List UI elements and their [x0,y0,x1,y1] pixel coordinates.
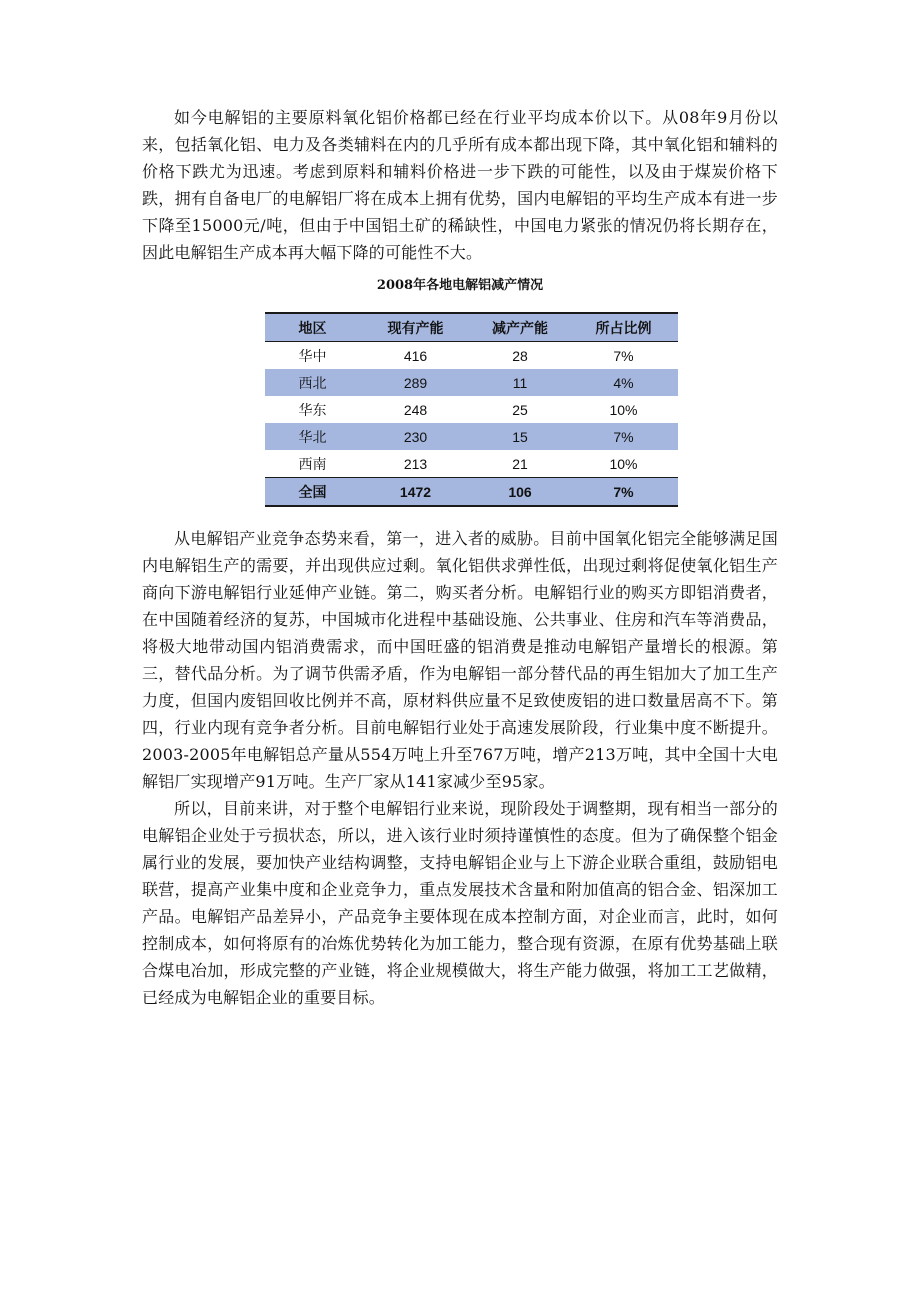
data-table [265,312,678,507]
cell-reduced-capacity: 28 [512,347,528,364]
cell-reduced-capacity: 11 [512,374,528,391]
document-page [142,104,778,1011]
table-header-row [265,313,678,342]
production-cut-table [265,312,678,507]
table-title: 2008年各地电解铝减产情况 [376,278,544,293]
table-row [265,450,678,478]
cell-region: 华东 [298,401,327,418]
cell-reduced-capacity: 25 [512,401,528,418]
cell-ratio: 10% [609,401,638,418]
cell-reduced-capacity: 15 [512,428,528,445]
cell-ratio: 7% [613,347,634,364]
cell-ratio: 4% [613,374,634,391]
cell-current-capacity: 289 [403,374,428,391]
cell-current-capacity: 416 [403,347,428,364]
body-text [142,525,778,1011]
cell-ratio: 7% [613,483,634,500]
cell-region: 西北 [298,374,327,391]
cell-ratio: 10% [609,455,638,472]
cell-region: 西南 [298,455,327,472]
cell-current-capacity: 230 [403,428,428,445]
cell-current-capacity: 248 [403,401,428,418]
table-row [265,423,678,450]
header-region: 地区 [298,319,327,336]
cell-reduced-capacity: 106 [508,483,532,500]
cell-reduced-capacity: 21 [512,455,528,472]
table-row [265,396,678,423]
cell-region: 华中 [298,347,327,364]
header-reduced-capacity: 减产产能 [492,319,548,336]
paragraph-conclusion: 所以，目前来讲，对于整个电解铝行业来说，现阶段处于调整期，现有相当一部分的电解铝企业处于亏损状态，所以，进入该行业时须持谨慎性的态度。但为了确保整个铝金属行业的发展，要加快产业结构调整，支持电解铝企业与上下游企业联合重组，鼓励铝电联营，提高产业集中度和企业竞争力，重点发展技术含量和附加值高的铝合金、铝深加工产品。电解铝产品差异小，产品竞争主要体现在成本控制方面，对企业而言，此时，如何控制成本，如何将原有的冶炼优势转化为加工能力，整合现有资源，在原有优势基础上联合煤电冶加，形成完整的产业链，将企业规模做大，将生产能力做强，将加工工艺做精，已经成为电解铝企业的重要目标。 [142,799,778,1007]
cell-region: 全国 [298,483,327,500]
paragraph-competition-analysis: 从电解铝产业竞争态势来看，第一，进入者的威胁。目前中国氧化铝完全能够满足国内电解铝生产的需要，并出现供应过剩。氧化铝供求弹性低，出现过剩将促使氧化铝生产商向下游电解铝行业延伸产业链。第二，购买者分析。电解铝行业的购买方即铝消费者，在中国随着经济的复苏，中国城市化进程中基础设施、公共事业、住房和汽车等消费品，将极大地带动国内铝消费需求，而中国旺盛的铝消费是推动电解铝产量增长的根源。第三，替代品分析。为了调节供需矛盾，作为电解铝一部分替代品的再生铝加大了加工生产力度，但国内废铝回收比例并不高，原材料供应量不足致使废铝的进口数量居高不下。第四，行业内现有竞争者分析。目前电解铝行业处于高速发展阶段，行业集中度不断提升。2003-2005年电解铝总产量从554万吨上升至767万吨，增产213万吨，其中全国十大电解铝厂实现增产91万吨。生产厂家从141家减少至95家。 [142,529,778,791]
cell-current-capacity: 1472 [399,483,432,500]
header-ratio: 所占比例 [595,319,652,336]
paragraph-cost-analysis: 如今电解铝的主要原料氧化铝价格都已经在行业平均成本价以下。从08年9月份以来，包括氧化铝、电力及各类辅料在内的几乎所有成本都出现下降，其中氧化铝和辅料的价格下跌尤为迅速。考虑到原料和辅料价格进一步下跌的可能性，以及由于煤炭价格下跌，拥有自备电厂的电解铝厂将在成本上拥有优势，国内电解铝的平均生产成本有进一步下降至15000元/吨，但由于中国铝土矿的稀缺性，中国电力紧张的情况仍将长期存在，因此电解铝生产成本再大幅下降的可能性不大。 [142,108,778,262]
table-row [265,369,678,396]
table-row [265,342,678,370]
cell-current-capacity: 213 [403,455,428,472]
cell-ratio: 7% [613,428,634,445]
table-total-row [265,478,678,507]
header-current-capacity: 现有产能 [387,319,444,336]
cell-region: 华北 [298,428,327,445]
